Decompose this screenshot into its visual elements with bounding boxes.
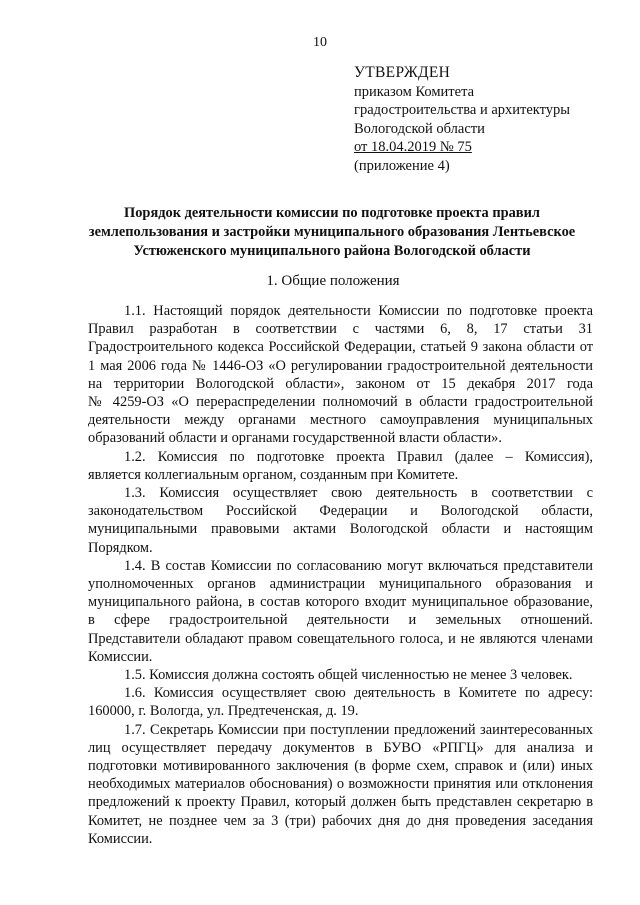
body-line: лиц осуществляет передачу документов в БУВО «РПГЦ» для анализа и [88, 739, 593, 756]
section-heading: 1. Общие положения [266, 273, 400, 289]
body-line: предложений к проекту Правил, который должен быть представлен секретарю в [88, 794, 593, 811]
body-line: Порядком. [88, 539, 153, 556]
approval-line: Вологодской области [354, 120, 485, 137]
body-line: 1 мая 2006 года № 1446-ОЗ «О регулировании градостроительной деятельности [88, 357, 593, 374]
approval-appendix: (приложение 4) [354, 157, 450, 174]
body-line: 1.6. Комиссия осуществляет свою деятельность в Комитете по адресу: [124, 685, 593, 702]
body-line: 1.7. Секретарь Комиссии при поступлении предложений заинтересованных [124, 721, 593, 738]
body-line: 1.3. Комиссия осуществляет свою деятельность в соответствии с [124, 485, 593, 502]
body-line: на территории Вологодской области», законом от 15 декабря 2017 года [88, 375, 593, 392]
body-line: Градостроительного кодекса Российской Федерации, статьей 9 закона области от [88, 339, 593, 356]
title-line: землепользования и застройки муниципального образования Лентьевское [88, 224, 576, 240]
body-line: Представители обладают правом совещательного голоса, и не являются членами [88, 630, 593, 647]
body-line: 1.4. В состав Комиссии по согласованию могут включаться представители [124, 557, 593, 574]
approval-order-date: от 18.04.2019 № 75 [354, 139, 472, 155]
approval-title: УТВЕРЖДЕН [354, 64, 451, 81]
page-number: 10 [313, 35, 327, 50]
body-line: Комитет, не позднее чем за 3 (три) рабочих дня до дня проведения заседания [88, 812, 593, 829]
body-line: является коллегиальным органом, созданным при Комитете. [88, 466, 459, 483]
title-line: Порядок деятельности комиссии по подготовке проекта правил [124, 205, 540, 221]
body-line: 1.1. Настоящий порядок деятельности Комиссии по подготовке проекта [124, 303, 593, 319]
body-line: деятельности между органами местного самоуправления муниципальных [88, 412, 593, 429]
body-line: 160000, г. Вологда, ул. Предтеченская, д. 19. [88, 703, 359, 720]
document-title [70, 204, 594, 261]
body-line: образований области и органами государственной власти области». [88, 430, 502, 447]
body-line: муниципальными правовыми актами Вологодской области и настоящим [88, 521, 593, 538]
body-line: необходимых материалов обоснования) о возможности принятия или отклонения [88, 776, 593, 793]
body-line: уполномоченных органов администрации муниципального образования и [88, 576, 593, 593]
body-line: 1.5. Комиссия должна состоять общей численностью не менее 3 человек. [124, 667, 573, 684]
body-line: Правил разработан в соответствии с частями 6, 8, 17 статьи 31 [88, 321, 593, 338]
body-line: в сфере градостроительной деятельности и земельных отношений. [88, 612, 593, 629]
body-line: Комиссии. [88, 830, 153, 847]
title-line: Устюженского муниципального района Вологодской области [133, 243, 531, 259]
body-line: законодательством Российской Федерации и Вологодской области, [88, 503, 593, 520]
body-line: подготовки мотивированного заключения (в форме схем, справок и (или) иных [88, 758, 593, 775]
body-line: № 4259-ОЗ «О перераспределении полномочий в области градостроительной [88, 394, 593, 411]
approval-stamp [354, 64, 604, 175]
body-line: Комиссии. [88, 648, 153, 665]
approval-line: градостроительства и архитектуры [354, 102, 571, 118]
approval-line: приказом Комитета [354, 83, 475, 100]
body-text [88, 302, 593, 848]
body-line: 1.2. Комиссия по подготовке проекта Правил (далее – Комиссия), [124, 448, 593, 465]
body-line: муниципального района, в состав которого входит муниципальное образование, [88, 594, 593, 611]
